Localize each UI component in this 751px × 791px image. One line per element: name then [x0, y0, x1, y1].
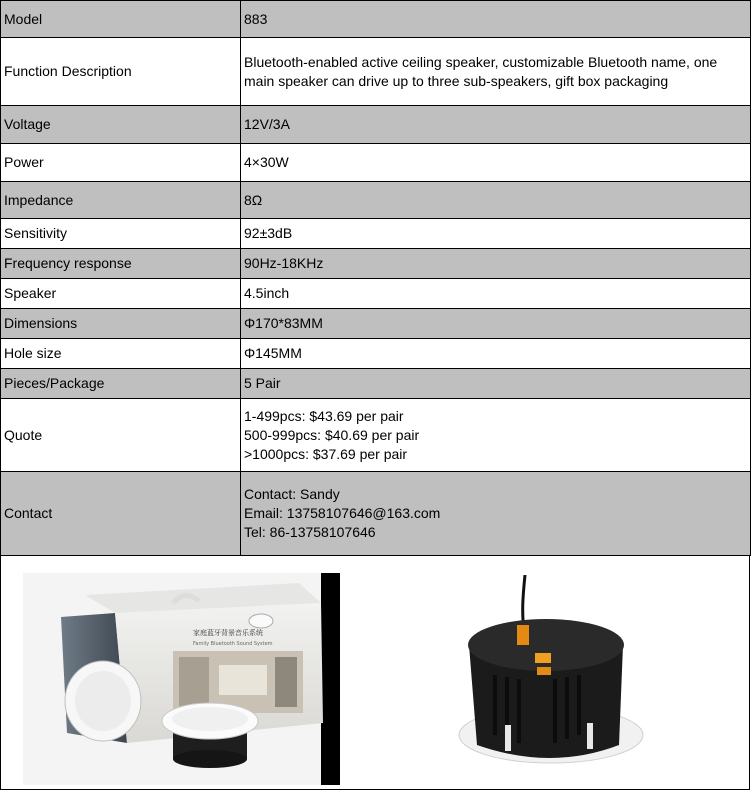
row-speaker: [1, 279, 751, 309]
value-pieces-package: 5 Pair: [241, 369, 751, 399]
contact-name: Contact: Sandy: [244, 486, 340, 502]
value-model: 883: [241, 1, 751, 38]
row-impedance: [1, 182, 751, 219]
row-pieces-package: [1, 369, 751, 399]
row-model: [1, 1, 751, 38]
row-voltage: [1, 106, 751, 144]
label-model: Model: [1, 1, 241, 38]
quote-line: >1000pcs: $37.69 per pair: [244, 445, 408, 462]
row-dimensions: [1, 309, 751, 339]
value-function-description: Bluetooth-enabled active ceiling speaker, customizable Bluetooth name, one main speaker can drive up to three sub-speakers, gift box packaging: [241, 38, 751, 106]
row-contact: [1, 472, 751, 556]
quote-line: 500-999pcs: $40.69 per pair: [244, 426, 420, 443]
value-power: 4×30W: [241, 144, 751, 182]
label-hole-size: Hole size: [1, 339, 241, 369]
label-quote: Quote: [1, 399, 241, 472]
row-power: [1, 144, 751, 182]
value-contact: [241, 472, 751, 556]
value-impedance: 8Ω: [241, 182, 751, 219]
contact-email: Email: 13758107646@163.com: [244, 505, 441, 521]
value-speaker: 4.5inch: [241, 279, 751, 309]
label-speaker: Speaker: [1, 279, 241, 309]
product-photos: [0, 556, 750, 790]
value-voltage: 12V/3A: [241, 106, 751, 144]
label-pieces-package: Pieces/Package: [1, 369, 241, 399]
speaker-back-photo: [433, 575, 660, 777]
value-dimensions: Φ170*83MM: [241, 309, 751, 339]
label-power: Power: [1, 144, 241, 182]
value-sensitivity: 92±3dB: [241, 219, 751, 249]
label-frequency-response: Frequency response: [1, 249, 241, 279]
label-voltage: Voltage: [1, 106, 241, 144]
row-hole-size: [1, 339, 751, 369]
quote-line: 1-499pcs: $43.69 per pair: [244, 407, 404, 424]
value-hole-size: Φ145MM: [241, 339, 751, 369]
label-sensitivity: Sensitivity: [1, 219, 241, 249]
contact-phone: Tel: 86-13758107646: [244, 524, 376, 540]
label-dimensions: Dimensions: [1, 309, 241, 339]
label-impedance: Impedance: [1, 182, 241, 219]
value-frequency-response: 90Hz-18KHz: [241, 249, 751, 279]
row-sensitivity: [1, 219, 751, 249]
row-function-description: [1, 38, 751, 106]
row-quote: [1, 399, 751, 472]
label-function-description: Function Description: [1, 38, 241, 106]
value-quote: [241, 399, 751, 472]
label-contact: Contact: [1, 472, 241, 556]
box-title: 家庭蓝牙背景音乐系统: [193, 629, 263, 637]
box-subtitle: Family Bluetooth Sound System: [193, 641, 273, 647]
product-box-photo: [23, 573, 340, 785]
row-frequency-response: [1, 249, 751, 279]
